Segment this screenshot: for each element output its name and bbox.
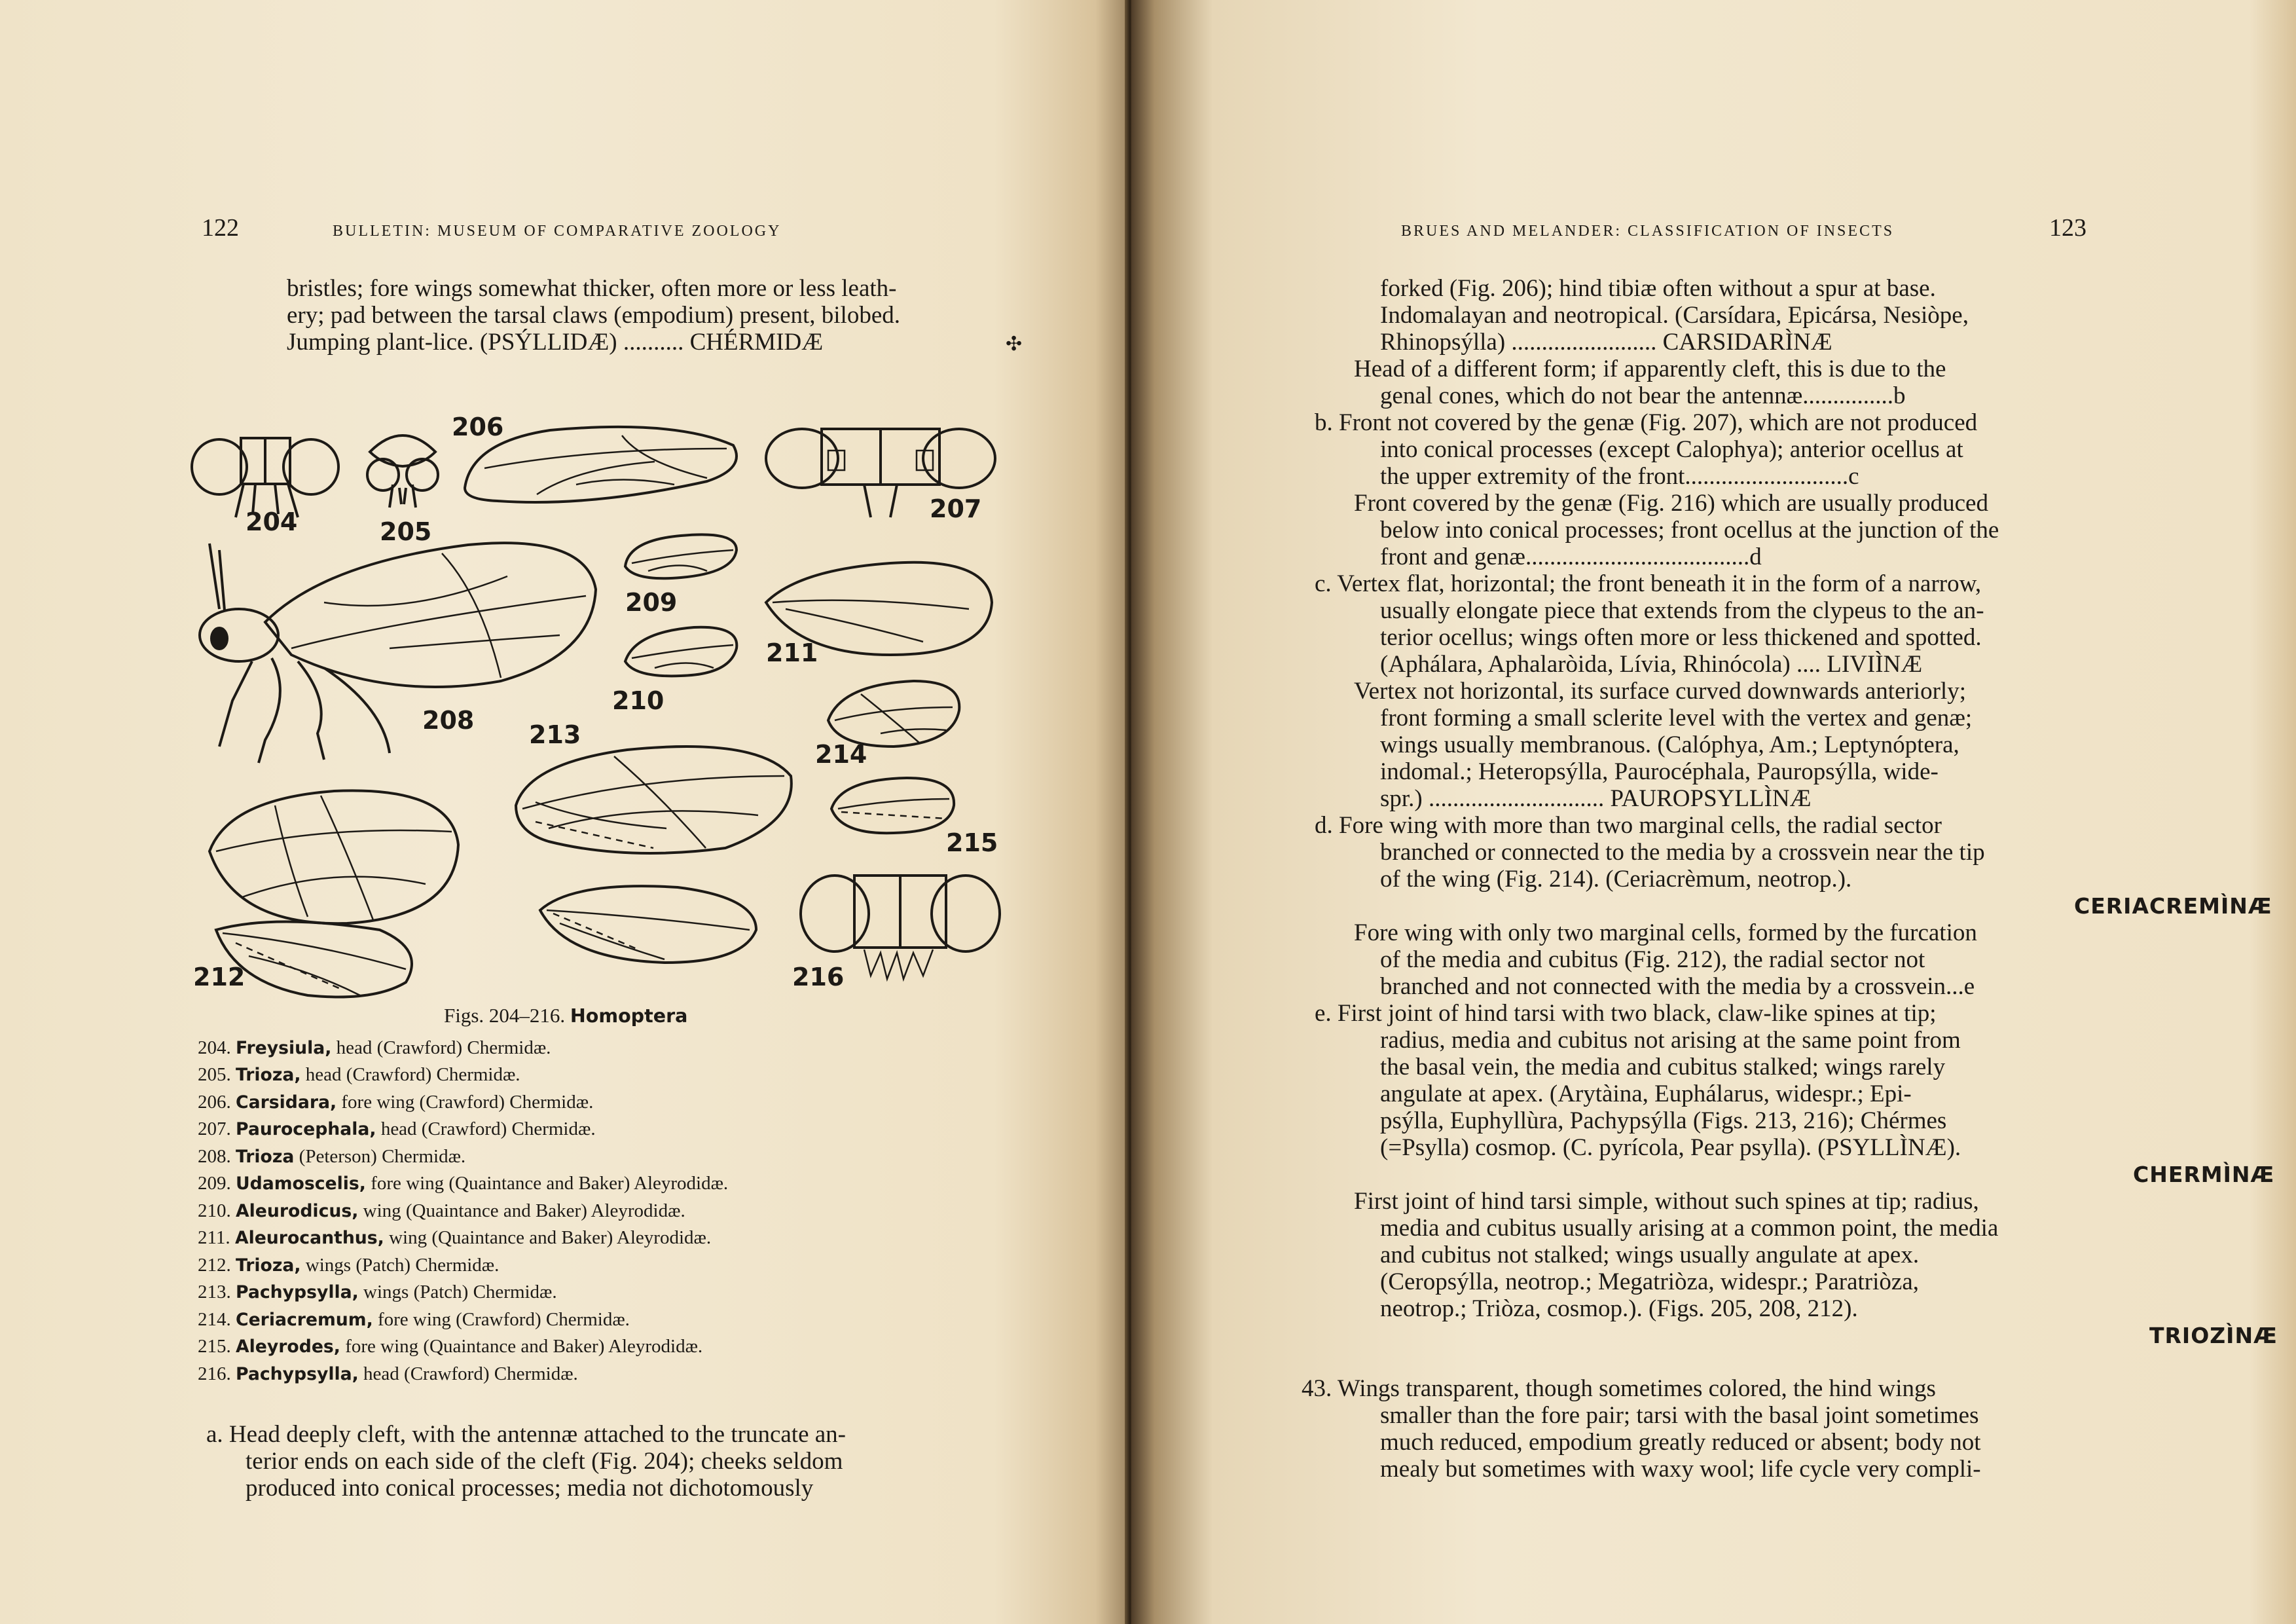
text-line: Fore wing with only two marginal cells, formed by the furcation: [1354, 919, 1977, 946]
list-item: 215. Aleyrodes, fore wing (Quaintance and Baker) Aleyrodidæ.: [198, 1336, 703, 1357]
page-number: 122: [202, 214, 239, 242]
text-line: front forming a small sclerite level with the vertex and genæ;: [1380, 705, 1973, 731]
figure-label: 206: [452, 413, 504, 441]
text-line: Jumping plant-lice. (PSÝLLIDÆ) .......... CHÉRMIDÆ: [287, 329, 824, 356]
text-line: wings usually membranous. (Calóphya, Am.; Leptynóptera,: [1380, 731, 1959, 758]
text-line: and cubitus not stalked; wings usually angulate at apex.: [1380, 1242, 1920, 1268]
running-head: BULLETIN: MUSEUM OF COMPARATIVE ZOOLOGY: [333, 223, 782, 240]
figure-label: 207: [930, 494, 982, 523]
text-line: indomal.; Heteropsýlla, Paurocéphala, Pauropsýlla, wide-: [1380, 758, 1939, 785]
text-line: Rhinopsýlla) ........................ CARSIDARÌNÆ: [1380, 329, 1832, 356]
subfamily-name: CERIACREMÌNÆ: [2074, 893, 2272, 919]
list-item: 216. Pachypsylla, head (Crawford) Chermidæ.: [198, 1363, 578, 1384]
list-item: 204. Freysiula, head (Crawford) Chermidæ.: [198, 1037, 551, 1058]
text-line: smaller than the fore pair; tarsi with the basal joint sometimes: [1380, 1402, 1979, 1429]
text-line: spr.) ............................. PAUROPSYLLÌNÆ: [1380, 785, 1812, 812]
list-item: 213. Pachypsylla, wings (Patch) Chermidæ.: [198, 1282, 557, 1302]
text-line: terior ocellus; wings often more or less thickened and spotted.: [1380, 624, 1982, 651]
figure-label: 216: [792, 963, 845, 991]
page-number: 123: [2049, 214, 2086, 242]
text-line: (=Psylla) cosmop. (C. pyrícola, Pear psylla). (PSYLLÌNÆ).: [1380, 1134, 1961, 1161]
figure-label: 215: [946, 828, 998, 857]
text-line: the basal vein, the media and cubitus stalked; wings rarely: [1380, 1054, 1946, 1080]
figure-label: 213: [529, 720, 581, 749]
figure-label: 208: [422, 706, 475, 735]
figure-label: 211: [766, 638, 818, 667]
text-line: psýlla, Euphyllùra, Pachypsýlla (Figs. 213, 216); Chérmes: [1380, 1107, 1947, 1134]
figure-215-wing: [828, 773, 959, 838]
key-couplet-b: b. Front not covered by the genæ (Fig. 207), which are not produced: [1315, 409, 1978, 436]
text-line: (Ceropsýlla, neotrop.; Megatriòza, widespr.; Paratriòza,: [1380, 1268, 1919, 1295]
text-line: genal cones, which do not bear the antennæ...............b: [1380, 382, 1906, 409]
pencil-mark-icon: ✣: [1006, 333, 1023, 355]
text-line: (Aphálara, Aphalaròida, Lívia, Rhinócola) .... LIVIÌNÆ: [1380, 651, 1923, 678]
list-item: 206. Carsidara, fore wing (Crawford) Chermidæ.: [198, 1092, 594, 1113]
text-line: branched and not connected with the media by a crossvein...e: [1380, 973, 1975, 1000]
text-line: Head of a different form; if apparently cleft, this is due to the: [1354, 356, 1946, 382]
text-line: neotrop.; Triòza, cosmop.). (Figs. 205, 208, 212).: [1380, 1295, 1858, 1322]
text-line: bristles; fore wings somewhat thicker, often more or less leath-: [287, 275, 897, 302]
text-line: terior ends on each side of the cleft (Fig. 204); cheeks seldom: [246, 1448, 843, 1475]
key-couplet-43: 43. Wings transparent, though sometimes colored, the hind wings: [1302, 1375, 1936, 1402]
text-line: radius, media and cubitus not arising at the same point from: [1380, 1027, 1961, 1054]
text-line: Indomalayan and neotropical. (Carsídara, Epicársa, Nesiòpe,: [1380, 302, 1969, 329]
text-line: forked (Fig. 206); hind tibiæ often without a spur at base.: [1380, 275, 1936, 302]
text-line: front and genæ.....................................d: [1380, 544, 1762, 570]
key-couplet-a: a. Head deeply cleft, with the antennæ attached to the truncate an-: [206, 1421, 846, 1448]
text-line: Vertex not horizontal, its surface curved downwards anteriorly;: [1354, 678, 1966, 705]
figure-label: 204: [246, 507, 298, 536]
figure-205-head: [363, 426, 442, 511]
key-couplet-e: e. First joint of hind tarsi with two black, claw-like spines at tip;: [1315, 1000, 1937, 1027]
text-line: angulate at apex. (Arytàina, Euphálarus, widespr.; Epi-: [1380, 1080, 1912, 1107]
list-item: 207. Paurocephala, head (Crawford) Chermidæ.: [198, 1118, 596, 1139]
list-item: 208. Trioza (Peterson) Chermidæ.: [198, 1146, 466, 1167]
figure-label: 212: [193, 963, 246, 991]
text-line: of the wing (Fig. 214). (Ceriacrèmum, neotrop.).: [1380, 866, 1852, 893]
text-line: mealy but sometimes with waxy wool; life cycle very compli-: [1380, 1456, 1981, 1483]
figure-213-wing: [509, 737, 797, 858]
figure-label: 205: [380, 517, 432, 546]
key-couplet-c: c. Vertex flat, horizontal; the front beneath it in the form of a narrow,: [1315, 570, 1982, 597]
subfamily-name: TRIOZÌNÆ: [2149, 1323, 2278, 1348]
text-line: of the media and cubitus (Fig. 212), the radial sector not: [1380, 946, 1925, 973]
list-item: 214. Ceriacremum, fore wing (Crawford) Chermidæ.: [198, 1309, 630, 1330]
text-line: ery; pad between the tarsal claws (empodium) present, bilobed.: [287, 302, 901, 329]
running-head: BRUES AND MELANDER: CLASSIFICATION OF INSECTS: [1401, 223, 1895, 240]
text-line: First joint of hind tarsi simple, without such spines at tip; radius,: [1354, 1188, 1979, 1215]
text-line: branched or connected to the media by a crossvein near the tip: [1380, 839, 1985, 866]
figure-title: Figs. 204–216. Homoptera: [444, 1004, 688, 1027]
text-line: usually elongate piece that extends from the clypeus to the an-: [1380, 597, 1984, 624]
figure-209-wing: [622, 530, 740, 583]
list-item: 209. Udamoscelis, fore wing (Quaintance and Baker) Aleyrodidæ.: [198, 1173, 729, 1194]
subfamily-name: CHERMÌNÆ: [2133, 1162, 2275, 1187]
text-line: media and cubitus usually arising at a common point, the media: [1380, 1215, 1999, 1242]
figure-label: 209: [625, 588, 678, 617]
figure-210-wing: [622, 622, 740, 681]
figure-212-wing: [203, 786, 465, 927]
left-page: [0, 0, 1129, 1624]
list-item: 211. Aleurocanthus, wing (Quaintance and Baker) Aleyrodidæ.: [198, 1227, 712, 1248]
text-line: the upper extremity of the front...........................c: [1380, 463, 1859, 490]
text-line: below into conical processes; front ocellus at the junction of the: [1380, 517, 1999, 544]
key-couplet-d: d. Fore wing with more than two marginal cells, the radial sector: [1315, 812, 1942, 839]
list-item: 205. Trioza, head (Crawford) Chermidæ.: [198, 1064, 520, 1085]
text-line: produced into conical processes; media not dichotomously: [246, 1475, 814, 1502]
text-line: into conical processes (except Calophya); anterior ocellus at: [1380, 436, 1963, 463]
list-item: 212. Trioza, wings (Patch) Chermidæ.: [198, 1255, 500, 1276]
text-line: Front covered by the genæ (Fig. 216) which are usually produced: [1354, 490, 1988, 517]
text-line: much reduced, empodium greatly reduced or absent; body not: [1380, 1429, 1981, 1456]
figure-label: 214: [815, 740, 867, 769]
figure-label: 210: [612, 686, 665, 715]
list-item: 210. Aleurodicus, wing (Quaintance and Baker) Aleyrodidæ.: [198, 1200, 685, 1221]
right-page: [1131, 0, 2296, 1624]
figure-213-hindwing: [534, 877, 763, 969]
